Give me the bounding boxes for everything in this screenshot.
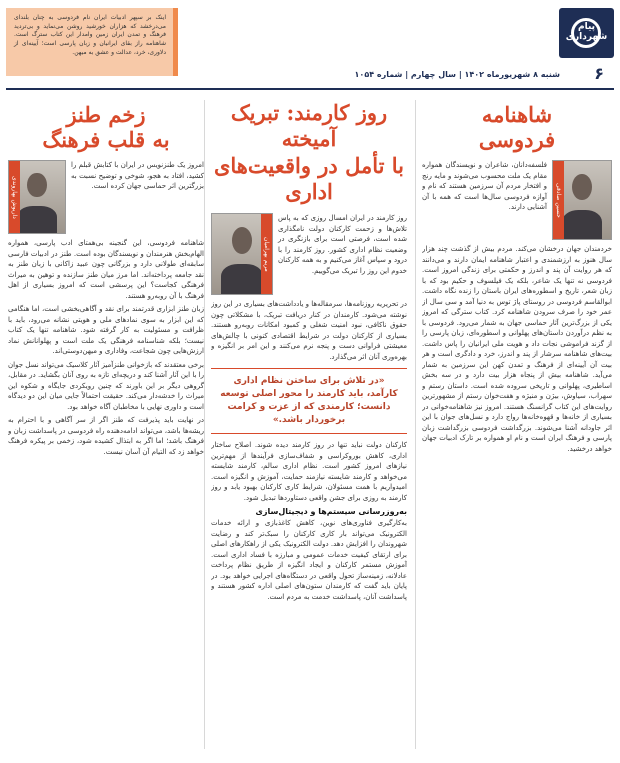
article-lead: فلسفه‌دانان، شاعران و نویسندگان همواره مقام یک ملت محسوب می‌شوند و مایه رنج و افتخار مردم آن سرزمین هستند که نام و آوازه فردوسی سال‌ها است که همه با آن آشنایی دارند. <box>422 161 547 212</box>
author-name-tag: مریم بهرامیان <box>261 214 272 294</box>
title-line-1: شاهنامه <box>481 102 553 127</box>
newspaper-logo[interactable] <box>559 8 614 58</box>
article-body: زبان طنز ابزاری قدرتمند برای نقد و آگاهی‌بخشی است، اما هنگامی که این ابزار به سوی نمادهای ملی و هویتی نشانه می‌رود، باید با ظرافت و مسئولیت به کار گرفته شود. شاهنامه تنها یک کتاب نیست؛ بلکه شناسنامه فرهنگی یک ملت است و پهلوانانش نماد ارزش‌هایی چون شجاعت، وفاداری و میهن‌دوستی‌اند. <box>8 305 204 356</box>
page-header <box>0 0 620 92</box>
article-body: برخی معتقدند که بازخوانی طنزآمیز آثار کلاسیک می‌تواند نسل جوان را با این آثار آشنا کند و دریچه‌ای تازه به روی آنان بگشاید. در مقابل، گروهی دیگر بر این باورند که چنین رویکردی جایگاه و شکوه این میراث را خدشه‌دار می‌کند. حقیقت احتمالاً جایی میان این دو دیدگاه است و داوری نهایی با مخاطبان آگاه خواهد بود. <box>8 360 204 411</box>
title-line-2: با تأمل در واقعیت‌های اداری <box>213 152 405 204</box>
article-body: در نهایت باید پذیرفت که طنز اگر از سر آگاهی و با احترام به ریشه‌ها باشد، می‌تواند ادامه‌دهنده راه فردوسی در پاسداشت زبان و فرهنگ باشد؛ اما اگر به ابتذال کشیده شود، زخمی بر پیکره فرهنگ خواهد زد که التیام آن آسان نیست. <box>8 416 204 456</box>
author-photo <box>211 213 273 295</box>
author-name-tag: حسین صادقی <box>553 161 564 239</box>
title-line-1: روز کارمند: تبریک آمیخته <box>230 100 388 152</box>
header-quote-box <box>6 8 178 76</box>
article-body: به‌کارگیری فناوری‌های نوین، کاهش کاغذبازی و ارائه خدمات الکترونیک می‌تواند بار کاری کارکنان را سبک‌تر کند و رضایت شهروندان را افزایش دهد. دولت الکترونیک یکی از راهکارهای اصلی برای ارتقای کیفیت خدمات عمومی و مبارزه با فساد اداری است. آموزش مستمر کارکنان و ایجاد انگیزه از طریق نظام پرداخت عادلانه، زمینه‌ساز تحول واقعی در دستگاه‌های اجرایی خواهد بود. در پایان باید گفت که کارمندان ستون‌های اصلی اداره کشور هستند و پاسداشت آنان، پاسداشت خدمت به مردم است. <box>211 519 407 601</box>
title-line-2: فردوسی <box>478 127 556 153</box>
issue-date-line: شنبه ۸ شهریورماه ۱۴۰۲ | سال چهارم | شماره ۱۰۵۴ <box>354 70 560 79</box>
page-number: ۶ <box>594 64 604 83</box>
article-lead: امروز یک طنزنویس در ایران با کتابش قبلم را کشید، افتاد به هجو، شوخی و توضیح نسبت به بزرگترین اثر حماسی جهان کرده است. <box>71 161 204 191</box>
article-body: کارکنان دولت نباید تنها در روز کارمند دیده شوند. اصلاح ساختار اداری، کاهش بوروکراسی و شفاف‌سازی فرآیندها از مهم‌ترین نیازهای امروز کشور است. نظام اداری سالم، کارمند شایسته می‌خواهد و کارمند شایسته نیازمند حمایت، آموزش و انگیزه است. امیدواریم با همت مسئولان، شرایط کاری کارکنان بهبود یابد و روز کارمند به روزی برای جشن واقعی دستاوردها تبدیل شود. <box>211 441 407 502</box>
article-title <box>422 96 612 152</box>
article-title <box>8 96 204 152</box>
article-title <box>211 96 407 205</box>
pull-quote: «در تلاش برای ساختن نظام اداری کارآمد، باید کارمند را محور اصلی توسعه دانست؛ کارمندی که از عزت و کرامت برخوردار باشد.» <box>211 368 407 434</box>
article-lead: روز کارمند در ایران امسال روزی که به پاس تلاش‌ها و زحمت کارکنان دولت نامگذاری شده است، فرصتی است برای بازنگری در وضعیت نظام اداری کشور. روز کارمند را با درود و سپاس آغاز می‌کنیم و به همه کارکنان خدوم این روز را تبریک می‌گوییم. <box>278 214 407 275</box>
article-employee-day <box>211 96 407 753</box>
header-divider <box>6 88 614 90</box>
author-photo <box>8 160 66 234</box>
article-satire <box>8 96 204 753</box>
author-name-tag: داریوش بهاروندی <box>9 161 20 233</box>
article-body: شاهنامه فردوسی، این گنجینه بی‌همتای ادب پارسی، همواره الهام‌بخش هنرمندان و نویسندگان بوده است. طنز در ادبیات فارسی سابقه‌ای طولانی دارد و بزرگانی چون عبید زاکانی با زبان طنز به نقد جامعه پرداخته‌اند. اما مرز میان طنز سازنده و توهین به میراث فرهنگی کجاست؟ این پرسشی است که امروز بسیاری از اهل فرهنگ با آن روبه‌رو هستند. <box>8 239 204 300</box>
title-line-1: زخم طنز <box>66 102 146 127</box>
article-shahnameh <box>422 96 612 753</box>
column-divider <box>204 100 205 749</box>
header-quote-text: اینک بر سپهر ادبیات ایران نام فردوسی به چنان بلندای می‌درخشد که هزاران خورشید روشن می‌نماید و بی‌تردید فرهنگ و تمدن ایران زمین وامدار این کتاب سترگ است. شاهنامه راز بقای ایرانیان و زبان پارسی است؛ آیینه‌ای از دلاوری، خرد، عدالت و عشق به میهن. <box>14 14 166 56</box>
quote-accent-bar <box>173 8 178 76</box>
article-body: خردمندان جهان درخشان می‌کند. مردم بیش از گذشت چند هزار سال هنوز به ارزشمندی و اعتبار شاهنامه ایمان دارند و می‌دانند که هر روایت آن پند و اندرز و حکمتی برای زندگی امروز است. فردوسی نه تنها یک شاعر، بلکه یک فیلسوف و حکیم بود که با زبان شعر، تاریخ و اسطوره‌های ایران باستان را زنده نگاه داشت. ابوالقاسم فردوسی در روستای پاژ توس به دنیا آمد و سی سال از عمر خود را صرف سرودن شاهنامه کرد. کتاب سترگی که امروز یکی از بزرگ‌ترین آثار حماسی جهان به شمار می‌رود. فردوسی با به نظم درآوردن داستان‌های پهلوانی و اسطوره‌ای، زبان پارسی را از گزند فراموشی نجات داد و هویت ملی ایرانیان را پاس داشت. بیت‌های شاهنامه سرشار از پند و اندرز، خرد و دادگری است و هر بیت آن آیینه‌ای از فرهنگ و تمدن کهن این سرزمین به شمار می‌آید. شاهنامه بیش از پنجاه هزار بیت دارد و در سه بخش اساطیری، پهلوانی و تاریخی سروده شده است. داستان رستم و سهراب، سیاوش، بیژن و منیژه و هفت‌خوان رستم از مشهورترین روایت‌های این کتاب گرانسنگ هستند. امروز نیز شاهنامه‌خوانی در بسیاری از خانه‌ها و قهوه‌خانه‌ها رواج دارد و نسل‌های جوان با این اثر جاودانه آشنا می‌شوند. بزرگداشت فردوسی بزرگداشت زبان پارسی و فرهنگ ایران است و نام او همواره بر تارک ادبیات جهان خواهد درخشید. <box>422 245 612 453</box>
title-line-2: به قلب فرهنگ <box>42 127 170 153</box>
article-subheading: به‌روزرسانی سیستم‌ها و دیجیتال‌سازی <box>255 507 407 517</box>
author-photo <box>552 160 612 240</box>
logo-brand-text: پیام شهرداری <box>565 22 608 42</box>
column-divider <box>415 100 416 749</box>
article-body: در تحریریه روزنامه‌ها، سرمقاله‌ها و یادداشت‌های بسیاری در این روز نوشته می‌شود. کارمندان در کنار دریافت تبریک، با مشکلاتی چون حقوق ناکافی، نبود امنیت شغلی و کمبود امکانات روبه‌رو هستند. بسیاری از کارکنان دولت در شرایط اقتصادی کنونی با چالش‌های معیشتی فراوانی دست و پنجه نرم می‌کنند و این امر بر انگیزه و بهره‌وری آنان اثر می‌گذارد. <box>211 300 407 361</box>
